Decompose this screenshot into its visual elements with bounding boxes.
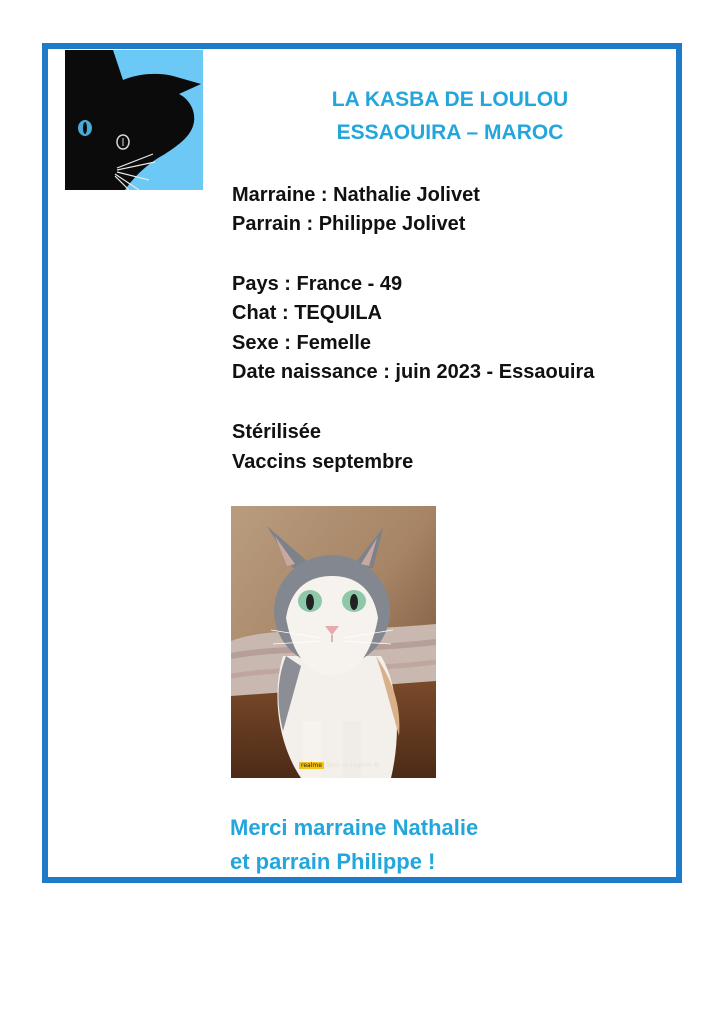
cat-photo — [231, 506, 436, 778]
camera-brand-badge: realme — [301, 762, 322, 769]
thanks-line-2: et parrain Philippe ! — [230, 849, 436, 874]
header-subtitle: ESSAOUIRA – MAROC — [336, 121, 564, 144]
black-cat-icon — [65, 50, 203, 190]
camera-watermark-text: Shot on realme 6i — [325, 762, 380, 769]
header-title: LA KASBA DE LOULOU — [331, 88, 569, 111]
sterilisation-line: Stérilisée — [232, 421, 321, 443]
vaccins-line: Vaccins septembre — [232, 451, 414, 473]
date-naissance-line: Date naissance : juin 2023 - Essaouira — [232, 361, 595, 383]
black-cat-logo — [65, 50, 203, 190]
pays-line: Pays : France - 49 — [232, 273, 403, 295]
cat-photo-illustration — [231, 506, 436, 778]
parrain-line: Parrain : Philippe Jolivet — [232, 213, 466, 235]
chat-line: Chat : TEQUILA — [232, 302, 382, 324]
sexe-line: Sexe : Femelle — [232, 332, 371, 354]
camera-watermark — [299, 762, 379, 769]
marraine-line: Marraine : Nathalie Jolivet — [232, 184, 480, 206]
thanks-line-1: Merci marraine Nathalie — [230, 815, 479, 840]
